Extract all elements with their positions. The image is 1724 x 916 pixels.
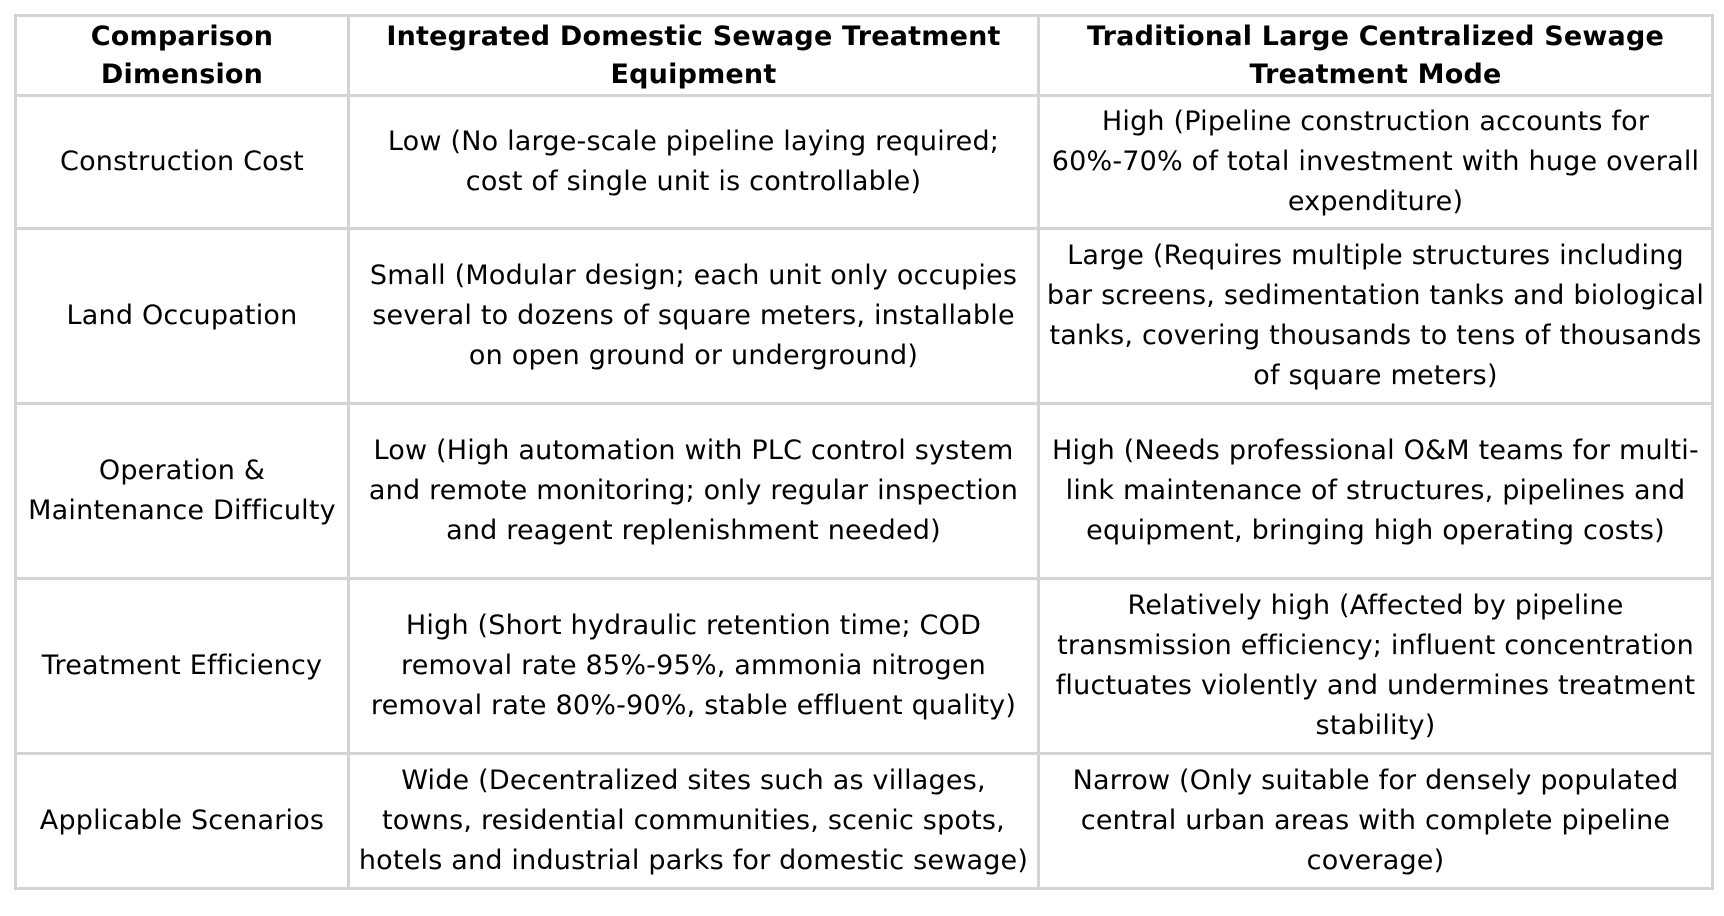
header-traditional-mode: Traditional Large Centralized Sewage Treatment Mode xyxy=(1039,16,1713,96)
comparison-table xyxy=(14,14,1714,890)
traditional-cell: Narrow (Only suitable for densely populated central urban areas with complete pipeline coverage) xyxy=(1039,754,1713,889)
dimension-cell: Construction Cost xyxy=(16,96,349,229)
table-row xyxy=(16,96,1713,229)
traditional-cell: High (Needs professional O&M teams for multi-link maintenance of structures, pipelines and equipment, bringing high operating costs) xyxy=(1039,404,1713,579)
dimension-cell: Land Occupation xyxy=(16,229,349,404)
table-row xyxy=(16,229,1713,404)
integrated-cell: High (Short hydraulic retention time; COD removal rate 85%-95%, ammonia nitrogen removal rate 80%-90%, stable effluent quality) xyxy=(349,579,1039,754)
dimension-cell: Treatment Efficiency xyxy=(16,579,349,754)
integrated-cell: Low (No large-scale pipeline laying required; cost of single unit is controllable) xyxy=(349,96,1039,229)
table-header-row xyxy=(16,16,1713,96)
header-comparison-dimension: Comparison Dimension xyxy=(16,16,349,96)
table-row xyxy=(16,579,1713,754)
dimension-cell: Applicable Scenarios xyxy=(16,754,349,889)
traditional-cell: High (Pipeline construction accounts for 60%-70% of total investment with huge overall expenditure) xyxy=(1039,96,1713,229)
table-row xyxy=(16,404,1713,579)
traditional-cell: Relatively high (Affected by pipeline transmission efficiency; influent concentration fluctuates violently and undermines treatment stability) xyxy=(1039,579,1713,754)
header-integrated-equipment: Integrated Domestic Sewage Treatment Equipment xyxy=(349,16,1039,96)
integrated-cell: Wide (Decentralized sites such as villages, towns, residential communities, scenic spots, hotels and industrial parks for domestic sewage) xyxy=(349,754,1039,889)
traditional-cell: Large (Requires multiple structures including bar screens, sedimentation tanks and biological tanks, covering thousands to tens of thousands of square meters) xyxy=(1039,229,1713,404)
table-row xyxy=(16,754,1713,889)
integrated-cell: Small (Modular design; each unit only occupies several to dozens of square meters, installable on open ground or underground) xyxy=(349,229,1039,404)
dimension-cell: Operation & Maintenance Difficulty xyxy=(16,404,349,579)
integrated-cell: Low (High automation with PLC control system and remote monitoring; only regular inspection and reagent replenishment needed) xyxy=(349,404,1039,579)
